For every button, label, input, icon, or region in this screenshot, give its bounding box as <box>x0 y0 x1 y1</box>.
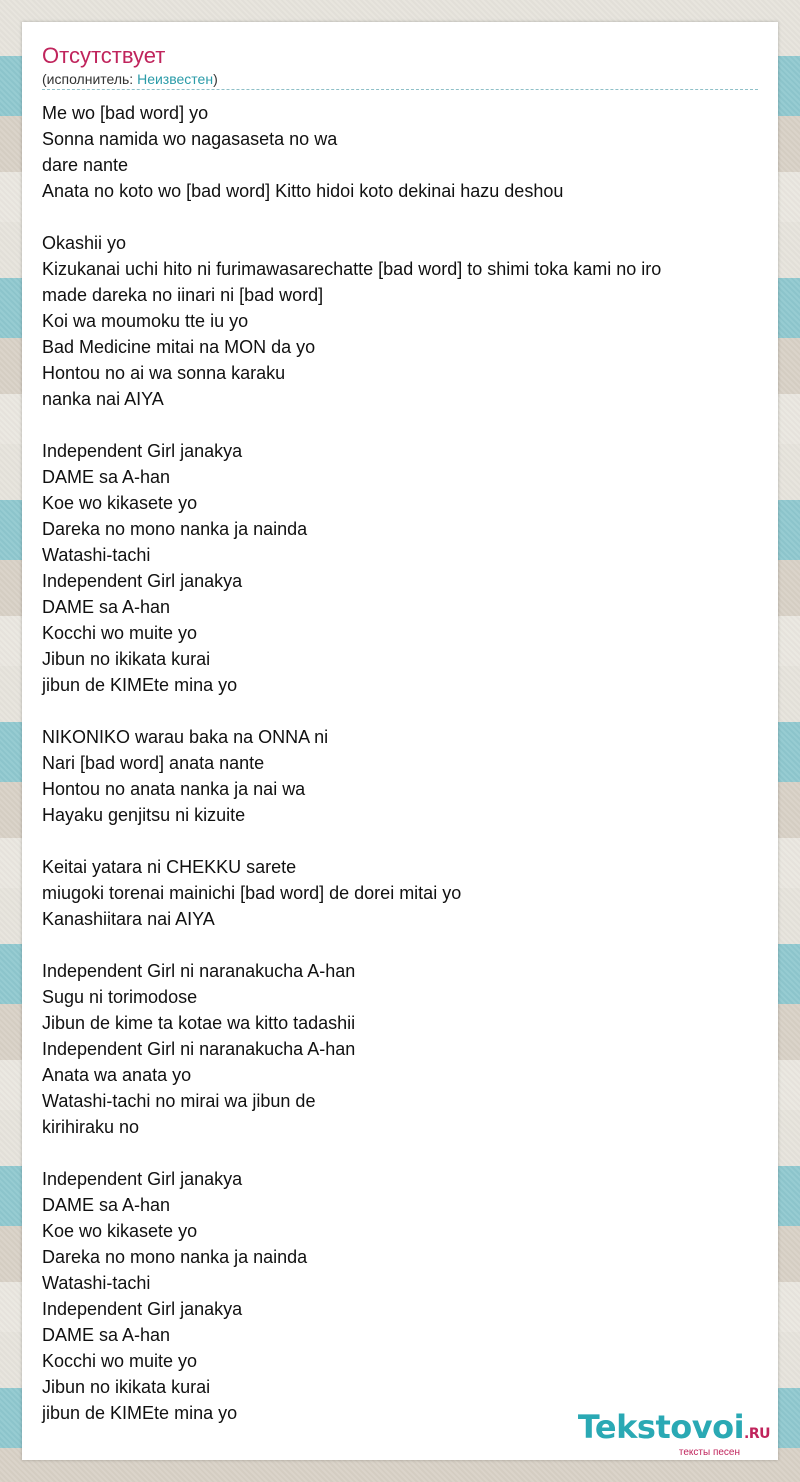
artist-prefix: (исполнитель: <box>42 71 138 87</box>
lyrics-page <box>22 22 778 1460</box>
lyric-line: made dareka no iinari ni [bad word] <box>42 285 324 305</box>
lyric-line: jibun de KIMEte mina yo <box>42 1403 238 1423</box>
lyric-line: DAME sa A-han <box>42 1195 171 1215</box>
lyric-line: Keitai yatara ni CHEKKU sarete <box>42 857 297 877</box>
lyric-line: Watashi-tachi <box>42 1273 151 1293</box>
lyric-line: Independent Girl janakya <box>42 1299 243 1319</box>
lyric-line: jibun de KIMEte mina yo <box>42 675 238 695</box>
lyric-line: DAME sa A-han <box>42 1325 171 1345</box>
lyric-line: kirihiraku no <box>42 1117 140 1137</box>
lyric-line: Jibun no ikikata kurai <box>42 1377 211 1397</box>
logo-tld: .RU <box>744 1426 770 1442</box>
lyric-line: NIKONIKO warau baka na ONNA ni <box>42 727 329 747</box>
lyric-line: Jibun de kime ta kotae wa kitto tadashii <box>42 1013 356 1033</box>
lyric-line: Nari [bad word] anata nante <box>42 753 265 773</box>
lyric-line: miugoki torenai mainichi [bad word] de dorei mitai yo <box>42 883 462 903</box>
lyric-line: dare nante <box>42 155 129 175</box>
lyric-line: Hayaku genjitsu ni kizuite <box>42 805 246 825</box>
artist-link[interactable]: Неизвестен <box>137 71 214 87</box>
lyrics-stanza <box>42 958 758 1140</box>
lyric-line: Independent Girl janakya <box>42 441 243 461</box>
lyric-line: Kanashiitara nai AIYA <box>42 909 215 929</box>
lyric-line: Kizukanai uchi hito ni furimawasarechatte [bad word] to shimi toka kami no iro <box>42 259 662 279</box>
lyric-line: nanka nai AIYA <box>42 389 164 409</box>
artist-line <box>42 70 758 90</box>
song-title: Отсутствует <box>42 43 166 68</box>
lyrics-stanza <box>42 854 758 932</box>
lyric-line: Okashii yo <box>42 233 127 253</box>
lyric-line: Dareka no mono nanka ja nainda <box>42 1247 308 1267</box>
lyric-line: Dareka no mono nanka ja nainda <box>42 519 308 539</box>
artist-suffix: ) <box>213 71 218 87</box>
lyric-line: Watashi-tachi no mirai wa jibun de <box>42 1091 316 1111</box>
lyric-line: DAME sa A-han <box>42 597 171 617</box>
lyric-line: Bad Medicine mitai na MON da yo <box>42 337 316 357</box>
lyric-line: Koi wa moumoku tte iu yo <box>42 311 249 331</box>
logo-name: Tekstovoi <box>577 1408 745 1446</box>
lyric-line: Kocchi wo muite yo <box>42 1351 198 1371</box>
lyric-line: Independent Girl ni naranakucha A-han <box>42 961 356 981</box>
lyrics-stanza <box>42 1166 758 1426</box>
lyric-line: Koe wo kikasete yo <box>42 493 198 513</box>
lyric-line: Watashi-tachi <box>42 545 151 565</box>
lyric-line: Sugu ni torimodose <box>42 987 198 1007</box>
logo-tagline: тексты песен <box>678 1447 740 1458</box>
lyric-line: Hontou no ai wa sonna karaku <box>42 363 286 383</box>
lyric-line: Jibun no ikikata kurai <box>42 649 211 669</box>
lyric-line: Me wo [bad word] yo <box>42 103 209 123</box>
lyric-line: Koe wo kikasete yo <box>42 1221 198 1241</box>
lyrics-stanza <box>42 100 758 204</box>
lyric-line: Independent Girl janakya <box>42 1169 243 1189</box>
lyric-line: Sonna namida wo nagasaseta no wa <box>42 129 338 149</box>
lyric-line: Kocchi wo muite yo <box>42 623 198 643</box>
lyrics-body <box>42 100 758 1426</box>
site-logo[interactable] <box>578 1410 770 1458</box>
lyrics-stanza <box>42 438 758 698</box>
lyric-line: DAME sa A-han <box>42 467 171 487</box>
lyric-line: Anata wa anata yo <box>42 1065 192 1085</box>
lyric-line: Independent Girl janakya <box>42 571 243 591</box>
lyric-line: Anata no koto wo [bad word] Kitto hidoi koto dekinai hazu deshou <box>42 181 564 201</box>
lyric-line: Independent Girl ni naranakucha A-han <box>42 1039 356 1059</box>
lyrics-stanza <box>42 724 758 828</box>
lyric-line: Hontou no anata nanka ja nai wa <box>42 779 306 799</box>
lyrics-stanza <box>42 230 758 412</box>
